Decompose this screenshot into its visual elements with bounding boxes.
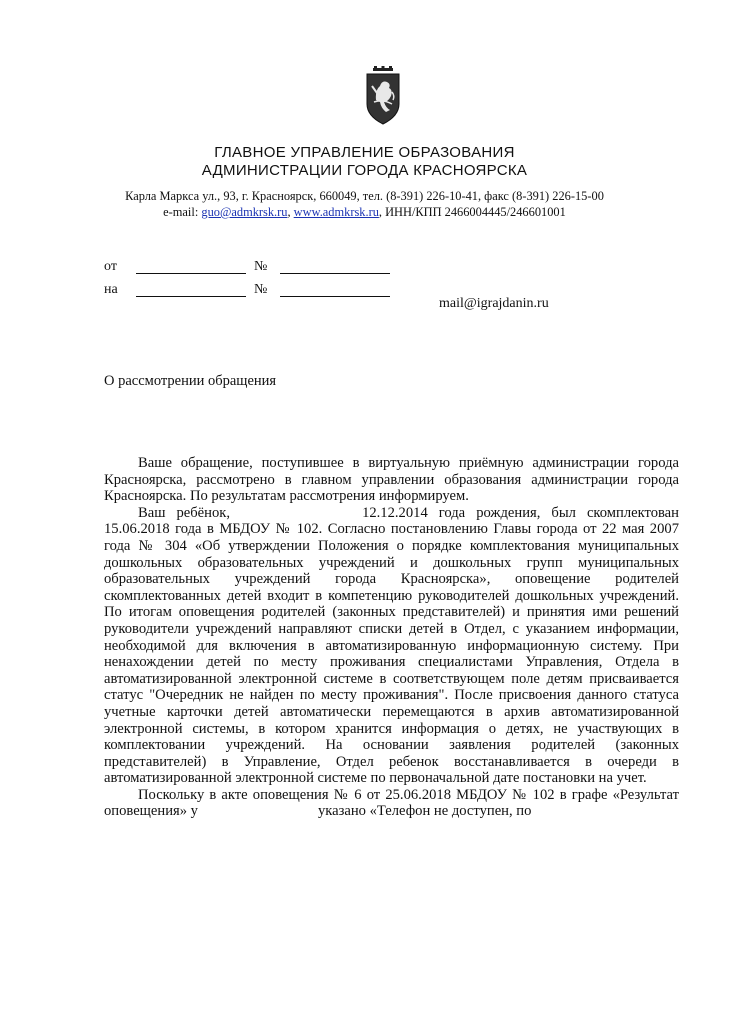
on-number-label: № (254, 282, 268, 297)
paragraph-3 (104, 787, 679, 820)
inn-kpp: , ИНН/КПП 2466004445/246601001 (378, 205, 566, 219)
email-link[interactable]: guo@admkrsk.ru (201, 205, 288, 219)
on-label: на (104, 282, 118, 297)
recipient-email: mail@igrajdanin.ru (439, 296, 549, 311)
separator: , (287, 205, 294, 219)
on-date-line (136, 296, 246, 297)
org-name-line2: АДМИНИСТРАЦИИ ГОРОДА КРАСНОЯРСКА (201, 162, 528, 179)
org-address: Карла Маркса ул., 93, г. Красноярск, 660049, тел. (8-391) 226-10-41, факс (8-391) 226-15-00 (125, 189, 604, 203)
paragraph-3-start: Поскольку в акте оповещения № 6 от 25.06.2018 МБДОУ № 102 в графе «Результат оповещения» у (104, 786, 679, 820)
subject-line: О рассмотрении обращения (104, 373, 277, 389)
org-contacts (0, 204, 729, 220)
paragraph-1: Ваше обращение, поступившее в виртуальную приёмную администрации города Красноярска, рассмотрено в главном управлении образования администрации города Красноярска. По результатам рассмотрения информируем. (104, 455, 679, 505)
paragraph-3-rest: указано «Телефон не доступен, по (317, 803, 532, 820)
from-date-line (136, 273, 246, 274)
paragraph-2-rest: 12.12.2014 года рождения, был скомплектован 15.06.2018 года в МБДОУ № 102. Согласно постановлению Главы города от 22 мая 2007 года № 304 «Об утверждении Положения о порядке комплектования муниципальных дошкольных образовательных учреждений и дошкольных групп муниципальных образовательных учреждений города Красноярска», оповещение родителей скомплектованных детей входит в компетенцию руководителей дошкольных учреждений. По итогам оповещения родителей (законных представителей) и принятия ими решений руководители учреждений направляют списки детей в Отдел, с указанием информации, необходимой для включения в автоматизированную информационную систему. При ненахождении детей по месту проживания специалистами Управления, Отдела в автоматизированной электронной системе в соответствующем поле детям присваивается статус "Очередник не найден по месту проживания". После присвоения данного статуса учетные карточки детей автоматически перемещаются в архив автоматизированной электронной системы, в котором хранится информация о детях, не участвующих в комплектовании учреждений. На основании заявления родителей (законных представителей) в Управление, Отдел ребенок восстанавливается в очереди в автоматизированной электронной системе по первоначальной дате постановки на учет. (104, 504, 679, 787)
from-number-line (280, 273, 390, 274)
org-name-line1: ГЛАВНОЕ УПРАВЛЕНИЕ ОБРАЗОВАНИЯ (214, 144, 515, 161)
from-label: от (104, 259, 117, 274)
website-link[interactable]: www.admkrsk.ru (293, 205, 379, 219)
from-number-label: № (254, 259, 268, 274)
email-prefix: e-mail: (163, 205, 202, 219)
coat-of-arms-icon (364, 66, 402, 128)
on-number-line (280, 296, 390, 297)
paragraph-2-start: Ваш ребёнок, (138, 504, 230, 521)
letter-body (104, 455, 679, 820)
paragraph-2 (104, 505, 679, 787)
